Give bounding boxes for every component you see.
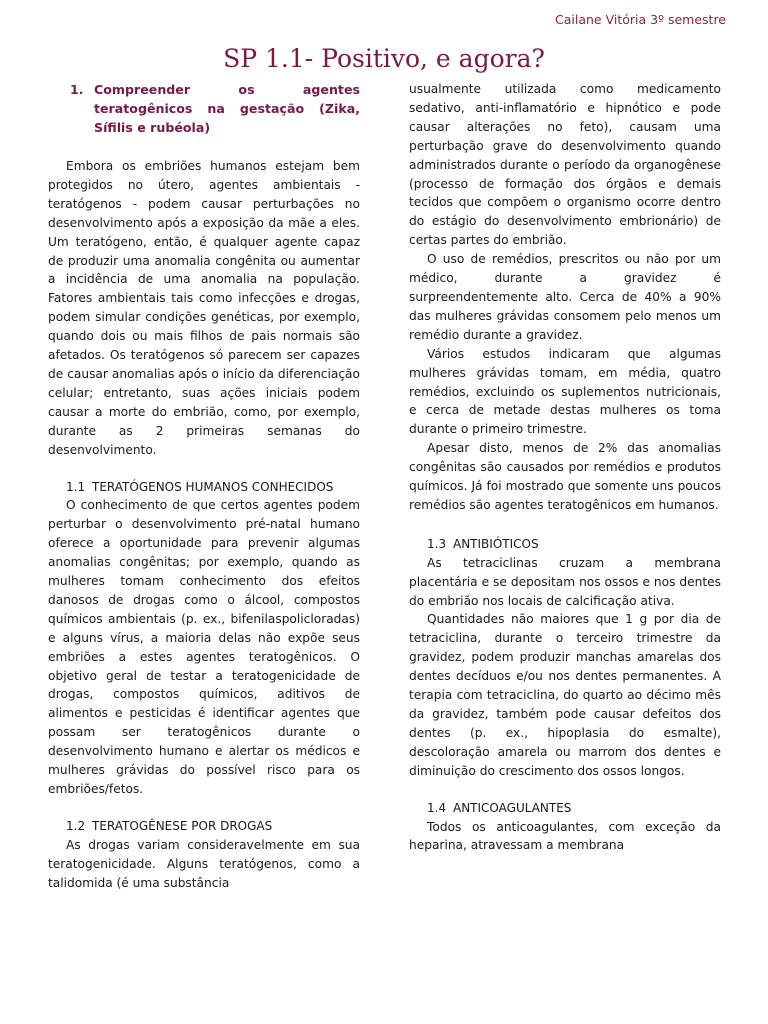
section-1-3-paragraph-1: As tetraciclinas cruzam a membrana placentária e se depositam nos ossos e nos dentes do embrião nos locais de calcificação ativa. [409, 555, 721, 608]
section-heading-1-3 [427, 535, 721, 554]
section-number: 1.4 [427, 800, 447, 815]
drug-use-paragraph: O uso de remédios, prescritos ou não por um médico, durante a gravidez é surpreendentemente alto. Cerca de 40% a 90% das mulheres grávidas consomem pelo menos um remédio durante a gravidez. [409, 252, 721, 342]
anomalies-paragraph: Apesar disto, menos de 2% das anomalias congênitas são causados por remédios e produtos químicos. Já foi mostrado que somente uns poucos remédios são agentes teratogênicos em humanos. [409, 441, 721, 512]
section-heading-1-1 [66, 478, 360, 497]
section-1-4-paragraph: Todos os anticoagulantes, com exceção da heparina, atravessam a membrana [409, 819, 721, 853]
section-title: ANTICOAGULANTES [453, 800, 572, 815]
continued-paragraph: usualmente utilizada como medicamento sedativo, anti-inflamatório e hipnótico e pode causar alterações no feto), causam uma perturbação grave do desenvolvimento quando administrados durante o período da organogênese (processo de formação dos órgãos e demais tecidos que compõem o organismo ocorre dentro do estágio do desenvolvimento embrionário) de certas partes do embrião. [409, 82, 721, 248]
section-title: ANTIBIÓTICOS [453, 536, 539, 551]
studies-paragraph: Vários estudos indicaram que algumas mulheres grávidas tomam, em média, quatro remédios, excluindo os suplementos nutricionais, e cerca de metade destas mulheres os toma durante o primeiro trimestre. [409, 346, 721, 437]
section-number: 1.1 [66, 479, 86, 494]
section-heading-1-2 [66, 817, 360, 836]
objective-text: Compreender os agentes teratogênicos na gestação (Zika, Sífilis e rubéola) [94, 82, 360, 135]
section-number: 1.2 [66, 818, 86, 833]
section-1-1-paragraph: O conhecimento de que certos agentes podem perturbar o desenvolvimento pré-natal humano oferece a oportunidade para prevenir algumas anomalias congênitas; por exemplo, quando as mulheres tomam conhecimento dos efeitos danosos de drogas como o álcool, compostos químicos ambientais (p. ex., bifenilaspolicloradas) e alguns vírus, a maioria delas não expõe seus embriões a estes agentes teratogênicos. O objetivo geral de testar a teratogenicidade de drogas, compostos químicos, aditivos de alimentos e pesticidas é identificar agentes que possam ser teratogênicos durante o desenvolvimento humano e alertar os médicos e mulheres grávidas do possível risco para os embriões/fetos. [48, 498, 360, 796]
page-header-author: Cailane Vitória 3º semestre [555, 12, 726, 27]
section-title: TERATÓGENOS HUMANOS CONHECIDOS [92, 479, 334, 494]
page-title: SP 1.1- Positivo, e agora? [223, 44, 545, 73]
left-column [48, 80, 360, 893]
section-1-2-paragraph: As drogas variam consideravelmente em sua teratogenicidade. Alguns teratógenos, como a talidomida (é uma substância [48, 837, 360, 890]
right-column [409, 80, 721, 855]
section-number: 1.3 [427, 536, 447, 551]
objective-number: 1. [70, 82, 84, 97]
objective-item [70, 80, 360, 137]
section-1-3-paragraph-2: Quantidades não maiores que 1 g por dia de tetraciclina, durante o terceiro trimestre da gravidez, podem produzir manchas amarelas dos dentes decíduos e/ou nos dentes permanentes. A terapia com tetraciclina, do quarto ao décimo mês da gravidez, também pode causar defeitos dos dentes (p. ex., hipoplasia do esmalte), descoloração amarela ou marrom dos dentes e diminuição do crescimento dos ossos longos. [409, 612, 721, 778]
section-heading-1-4 [427, 799, 721, 818]
intro-paragraph: Embora os embriões humanos estejam bem protegidos no útero, agentes ambientais - teratógenos - podem causar perturbações no desenvolvimento após a exposição da mãe a eles. Um teratógeno, então, é qualquer agente capaz de produzir uma anomalia congênita ou aumentar a incidência de uma anomalia na população. Fatores ambientais tais como infecções e drogas, podem simular condições genéticas, por exemplo, quando dois ou mais filhos de pais normais são afetados. Os teratógenos só parecem ser capazes de causar anomalias após o início da diferenciação celular; entretanto, suas ações iniciais podem causar a morte do embrião, como, por exemplo, durante as 2 primeiras semanas do desenvolvimento. [48, 159, 360, 457]
section-title: TERATOGÊNESE POR DROGAS [92, 818, 273, 833]
